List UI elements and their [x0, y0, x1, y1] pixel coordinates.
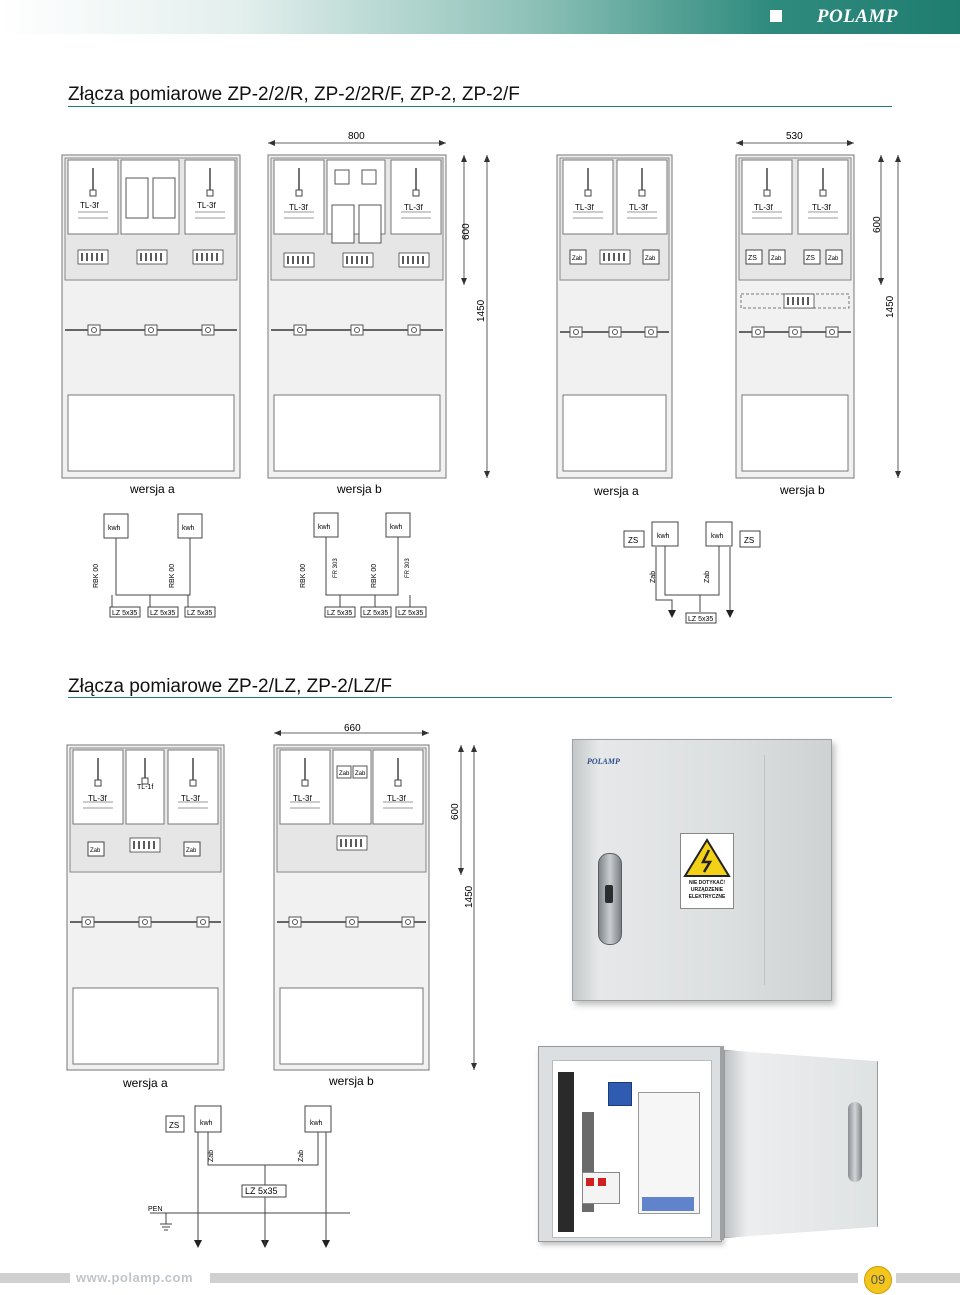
caption-wersja-b: wersja b	[780, 483, 825, 497]
lock-icon	[605, 885, 613, 903]
dim-upper-600: 600	[461, 223, 472, 240]
zs-label: ZS	[628, 536, 639, 545]
dim-total-1450: 1450	[476, 299, 487, 322]
door-lock-handle	[848, 1102, 862, 1182]
kwh-label: kwh	[390, 524, 403, 531]
section1-rule	[68, 106, 892, 107]
tl-label: TL-3f	[181, 794, 200, 803]
page-header	[0, 0, 960, 34]
kwh-label: kwh	[657, 533, 670, 540]
footer-bar-left	[0, 1273, 70, 1283]
page-number: 09	[864, 1266, 892, 1294]
dim-width-530: 530	[786, 131, 803, 142]
zab-label: Zab	[650, 570, 657, 583]
fr-label: FR 303	[405, 558, 411, 578]
tl-label: TL-3f	[575, 203, 594, 212]
photo-open-cabinet	[538, 1042, 878, 1242]
cabinet-1a	[62, 155, 240, 478]
kwh-label: kwh	[711, 533, 724, 540]
brand-square-icon	[770, 10, 782, 22]
rbk-label: RBK 00	[371, 563, 378, 588]
tl-label: TL-3f	[289, 203, 308, 212]
tl-label: TL-3f	[812, 203, 831, 212]
rbk-label: RBK 00	[93, 563, 100, 588]
zs-label: ZS	[744, 536, 755, 545]
warning-text-3: ELEKTRYCZNE	[688, 894, 726, 900]
section1-drawings	[0, 120, 960, 510]
caption-wersja-a: wersja a	[123, 1076, 168, 1090]
zab-label: Zab	[186, 848, 197, 854]
lz-label: LZ 5x35	[112, 610, 138, 617]
zs-label: ZS	[806, 255, 815, 262]
cabinet-3a	[67, 745, 224, 1070]
caption-wersja-b: wersja b	[329, 1074, 374, 1088]
zab-label: Zab	[298, 1149, 305, 1162]
tl-label: TL-3f	[387, 794, 406, 803]
section2-rule	[68, 697, 892, 698]
lz-label: LZ 5x35	[245, 1186, 278, 1196]
tl-label: TL-3f	[754, 203, 773, 212]
kwh-label: kwh	[200, 1120, 213, 1127]
section2-drawings	[0, 715, 500, 1095]
zab-label: Zab	[771, 256, 782, 262]
warning-sign	[680, 833, 734, 909]
tl1-label: TL-1f	[137, 784, 154, 791]
lz-label: LZ 5x35	[187, 610, 213, 617]
pen-label: PEN	[148, 1206, 163, 1213]
brand-logo: POLAMP	[816, 6, 898, 27]
footer-url[interactable]: www.polamp.com	[76, 1270, 194, 1285]
kwh-label: kwh	[182, 525, 195, 532]
dim-total-1450: 1450	[885, 295, 896, 318]
lz-label: LZ 5x35	[688, 616, 714, 623]
tl-label: TL-3f	[80, 201, 99, 210]
schematic-group-b	[300, 513, 426, 617]
schematic-group-c	[624, 522, 760, 623]
lz-label: LZ 5x35	[150, 610, 176, 617]
kwh-label: kwh	[310, 1120, 323, 1127]
lz-label: LZ 5x35	[327, 610, 353, 617]
cabinet-1b	[268, 131, 490, 478]
lz-label: LZ 5x35	[363, 610, 389, 617]
schematic-2	[140, 1100, 360, 1255]
dim-upper-600: 600	[450, 803, 461, 820]
cabinet-3b	[274, 723, 477, 1070]
tl-label: TL-3f	[629, 203, 648, 212]
zab-label: Zab	[355, 771, 366, 777]
caption-wersja-a: wersja a	[130, 482, 175, 496]
footer-bar-middle	[210, 1273, 858, 1283]
zab-label: Zab	[208, 1149, 215, 1162]
zs-label: ZS	[748, 255, 757, 262]
lz-label: LZ 5x35	[398, 610, 424, 617]
warning-triangle-icon	[681, 836, 733, 880]
tl-label: TL-3f	[88, 794, 107, 803]
schematic-group-a	[93, 514, 215, 617]
tl-label: TL-3f	[197, 201, 216, 210]
warning-text-1: NIE DOTYKAĆ!	[688, 880, 726, 886]
cabinet-2a	[557, 155, 672, 478]
zab-label: Zab	[704, 570, 711, 583]
footer-bar-right	[896, 1273, 960, 1283]
cabinet-2b	[736, 131, 901, 478]
zab-label: Zab	[645, 256, 656, 262]
fr-label: FR 303	[333, 558, 339, 578]
zab-label: Zab	[90, 848, 101, 854]
photo-closed-cabinet	[572, 735, 836, 1005]
dim-upper-600: 600	[872, 216, 883, 233]
schematic-1	[0, 505, 960, 635]
photo-brand: POLAMP	[587, 757, 620, 766]
rbk-label: RBK 00	[300, 563, 307, 588]
section1-title: Złącza pomiarowe ZP-2/2/R, ZP-2/2R/F, ZP-2, ZP-2/F	[68, 84, 520, 105]
rbk-label: RBK 00	[169, 563, 176, 588]
dim-width-660: 660	[344, 723, 361, 734]
tl-label: TL-3f	[404, 203, 423, 212]
dim-width-800: 800	[348, 131, 365, 142]
warning-text-2: URZĄDZENIE	[690, 887, 724, 893]
dim-total-1450: 1450	[464, 885, 475, 908]
caption-wersja-a: wersja a	[594, 484, 639, 498]
zab-label: Zab	[339, 771, 350, 777]
section2-title: Złącza pomiarowe ZP-2/LZ, ZP-2/LZ/F	[68, 676, 393, 697]
zs-label: ZS	[169, 1121, 180, 1130]
zab-label: Zab	[828, 256, 839, 262]
zab-label: Zab	[572, 256, 583, 262]
caption-wersja-b: wersja b	[337, 482, 382, 496]
kwh-label: kwh	[318, 524, 331, 531]
tl-label: TL-3f	[293, 794, 312, 803]
kwh-label: kwh	[108, 525, 121, 532]
